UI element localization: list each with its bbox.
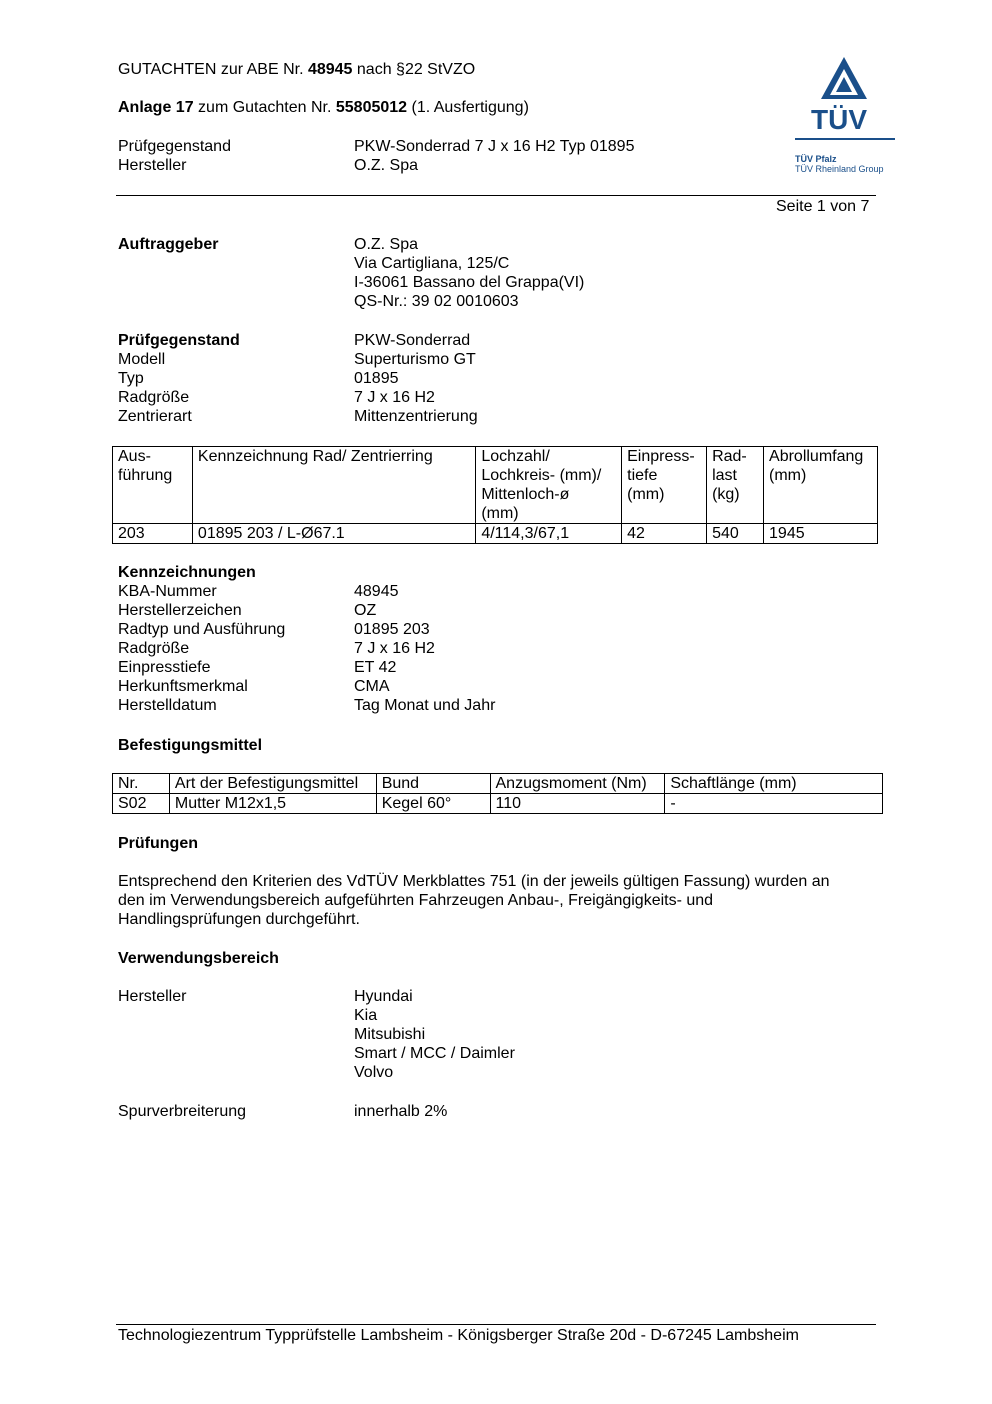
table-header-row: Nr. Art der Befestigungsmittel Bund Anzugsmoment (Nm) Schaftlänge (mm) bbox=[113, 774, 883, 794]
logo-sub1: TÜV Pfalz bbox=[795, 154, 837, 164]
auftraggeber-label: Auftraggeber bbox=[118, 236, 219, 253]
tuv-triangle-icon bbox=[793, 55, 895, 105]
list-item: Mitsubishi bbox=[354, 1026, 426, 1043]
footer-divider bbox=[116, 1324, 876, 1325]
header-divider bbox=[116, 195, 876, 196]
pruefungen-title: Prüfungen bbox=[118, 835, 198, 852]
header-info bbox=[118, 137, 634, 175]
wheel-table bbox=[112, 446, 878, 544]
hersteller-list bbox=[354, 987, 515, 1082]
footer-text: Technologiezentrum Typprüfstelle Lambsheim - Königsberger Straße 20d - D-67245 Lambsheim bbox=[118, 1327, 799, 1344]
logo-brand: TÜV bbox=[811, 104, 867, 135]
header-cell: Abrollumfang (mm) bbox=[764, 447, 878, 524]
table-row: 203 01895 203 / L-Ø67.1 4/114,3/67,1 42 540 1945 bbox=[113, 524, 878, 544]
befestigung-title: Befestigungsmittel bbox=[118, 737, 263, 754]
list-item: Smart / MCC / Daimler bbox=[354, 1045, 515, 1062]
table-row: S02 Mutter M12x1,5 Kegel 60° 110 - bbox=[113, 794, 883, 814]
kennzeichnungen-list: KBA-Nummer 48945 Herstellerzeichen OZ Radtyp und Ausführung 01895 203 Radgröße 7 J x 16 H2 Einpresstiefe ET 42 Herkunftsmerkmal CMA Herstelldatum Tag Monat und Jahr bbox=[118, 583, 496, 714]
auftraggeber-address: O.Z. Spa Via Cartigliana, 125/C I-36061 Bassano del Grappa(VI) QS-Nr.: 39 02 0010603 bbox=[354, 236, 585, 310]
header-key: Prüfgegenstand bbox=[118, 138, 231, 155]
kennzeichnungen-title: Kennzeichnungen bbox=[118, 564, 256, 581]
pruefgegenstand-label: Prüfgegenstand bbox=[118, 332, 240, 349]
verwendung-title: Verwendungsbereich bbox=[118, 950, 279, 967]
list-item: Kia bbox=[354, 1007, 378, 1024]
header-cell: Kennzeichnung Rad/ Zentrierring bbox=[192, 447, 475, 524]
header-cell: Rad- last (kg) bbox=[707, 447, 764, 524]
attachment-line: Anlage 17 zum Gutachten Nr. 55805012 (1. Ausfertigung) bbox=[118, 99, 529, 116]
document-title: GUTACHTEN zur ABE Nr. 48945 nach §22 StVZO bbox=[118, 61, 476, 78]
header-key: Hersteller bbox=[118, 157, 187, 174]
logo-divider bbox=[795, 138, 895, 140]
header-cell: Einpress- tiefe (mm) bbox=[622, 447, 707, 524]
befestigung-table bbox=[112, 773, 883, 814]
header-cell: Lochzahl/ Lochkreis- (mm)/ Mittenloch-ø (mm) bbox=[476, 447, 622, 524]
hersteller-label: Hersteller bbox=[118, 988, 187, 1005]
list-item: Volvo bbox=[354, 1064, 394, 1081]
header-value: O.Z. Spa bbox=[354, 157, 419, 174]
spur-label: Spurverbreiterung bbox=[118, 1103, 247, 1120]
list-item: Hyundai bbox=[354, 988, 413, 1005]
header-cell: Aus- führung bbox=[113, 447, 193, 524]
logo-sub2: TÜV Rheinland Group bbox=[795, 164, 884, 174]
pruefgegenstand-block: Prüfgegenstand PKW-Sonderrad Modell Superturismo GT Typ 01895 Radgröße 7 J x 16 H2 Zentrierart Mittenzentrierung bbox=[118, 332, 478, 425]
spur-value: innerhalb 2% bbox=[354, 1103, 448, 1120]
header-value: PKW-Sonderrad 7 J x 16 H2 Typ 01895 bbox=[354, 138, 635, 155]
tuv-logo bbox=[793, 55, 895, 177]
table-header-row bbox=[113, 447, 878, 524]
page-number: Seite 1 von 7 bbox=[776, 198, 870, 215]
pruefungen-text: Entsprechend den Kriterien des VdTÜV Merkblattes 751 (in der jeweils gültigen Fassung) wurden an den im Verwendungsbereich aufgeführten Fahrzeugen Anbau-, Freigängigkeits- und Handlingsprüfungen durchgeführt. bbox=[118, 873, 830, 928]
